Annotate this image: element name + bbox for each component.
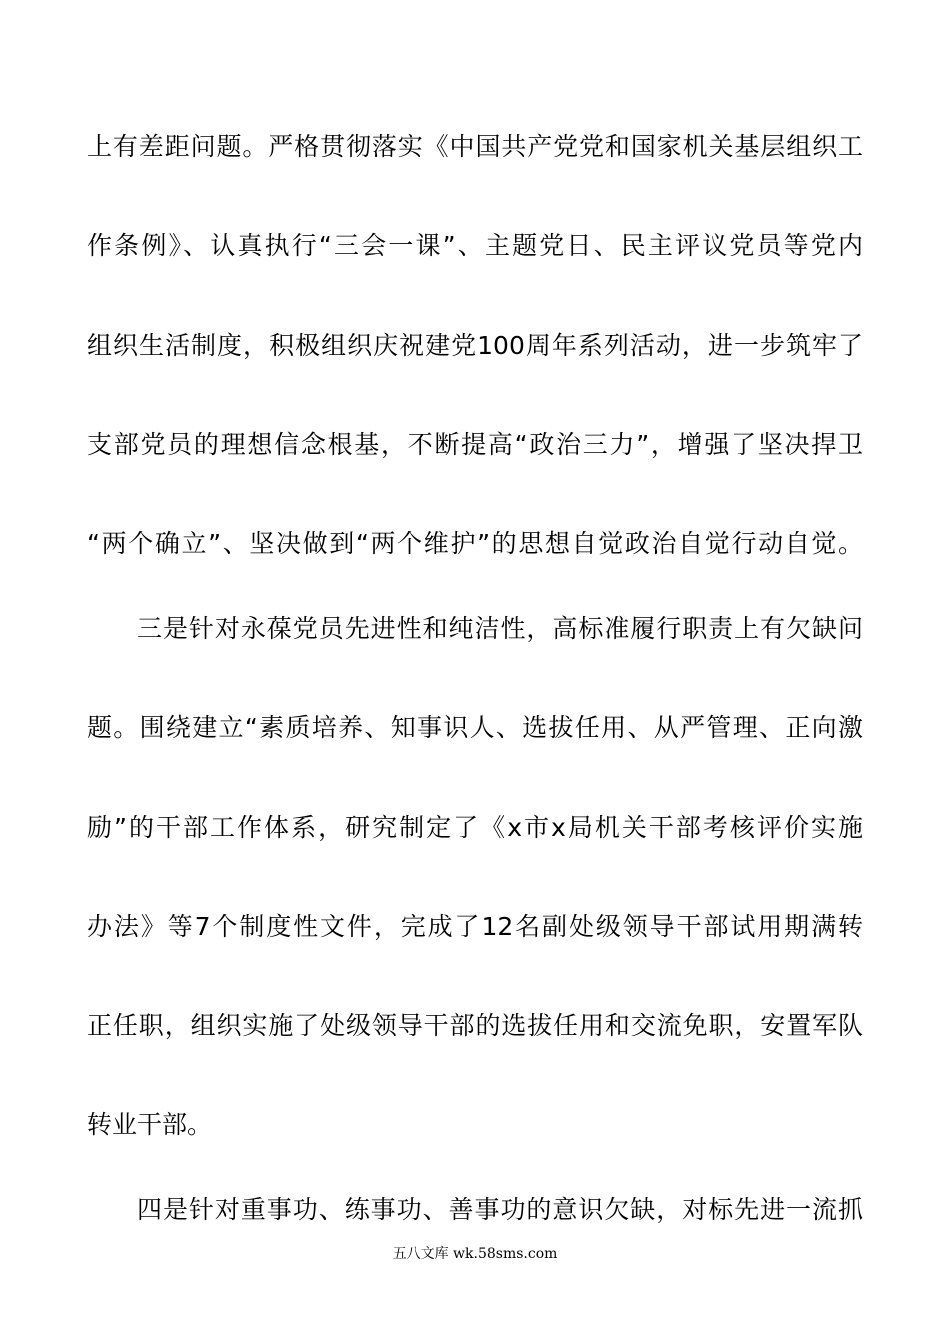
- text-line: 组织生活制度，积极组织庆祝建党100周年系列活动，进一步筑牢了: [87, 331, 863, 360]
- text-line: 作条例》、认真执行“三会一课”、主题党日、民主评议党员等党内: [87, 231, 863, 260]
- paragraph-start-line: 三是针对永葆党员先进性和纯洁性，高标准履行职责上有欠缺问: [137, 614, 863, 643]
- text-line: 励”的干部工作体系，研究制定了《x市x局机关干部考核评价实施: [87, 813, 863, 842]
- text-line: 正任职，组织实施了处级领导干部的选拔任用和交流免职，安置军队: [87, 1011, 863, 1040]
- footer-watermark: 五八文库 wk.58sms.com: [392, 1246, 558, 1262]
- text-line: 转业干部。: [87, 1110, 213, 1139]
- paragraph-start-line: 四是针对重事功、练事功、善事功的意识欠缺，对标先进一流抓: [137, 1195, 863, 1224]
- text-line: 题。围绕建立“素质培养、知事识人、选拔任用、从严管理、正向激: [87, 713, 863, 742]
- text-line: “两个确立”、坚决做到“两个维护”的思想自觉政治自觉行动自觉。: [87, 529, 863, 558]
- text-line: 支部党员的理想信念根基，不断提高“政治三力”，增强了坚决捍卫: [87, 430, 863, 459]
- text-line: 上有差距问题。严格贯彻落实《中国共产党党和国家机关基层组织工: [87, 132, 863, 161]
- text-line: 办法》等7个制度性文件，完成了12名副处级领导干部试用期满转: [87, 912, 863, 941]
